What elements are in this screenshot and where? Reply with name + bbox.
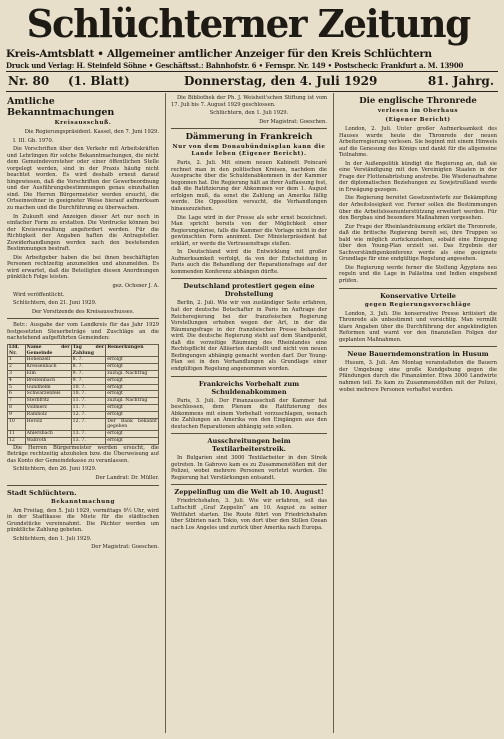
article-body: Paris, 3. Juli. Der Finanzausschuß der Kammer hat beschlossen, dem Plenum die Ratifizierung des Abkommens mit einem Vorbehalt vorzuschlagen, wonach die Zahlungen an Amerika von den Eingängen aus den deutschen Reparationen abhängig sein sollen.	[171, 397, 327, 430]
table-body	[8, 357, 159, 444]
article-heading: Dämmerung in Frankreich	[185, 132, 313, 143]
table-row	[8, 391, 159, 398]
table-cell: erfolgt	[106, 411, 159, 418]
divider	[339, 288, 497, 289]
table-cell: 11. 7.	[71, 398, 106, 405]
notice-dateline: Schlüchtern, den 26. Juni 1929.	[13, 466, 97, 473]
divider	[7, 485, 159, 486]
table-cell: Elm	[25, 371, 71, 378]
table-cell: Hohenzell	[25, 357, 71, 364]
notice-body: In Zukunft sind Anzeigen dieser Art nur noch in einfacher Form zu erstatten. Die Vordrucke können bei der Kreisverwaltung angefordert werden. Für die Richtigkeit der Angaben haften die Antragsteller. Zuwiderhandlungen werden nach den bestehenden Bestimmungen bestraft.	[7, 213, 159, 253]
column-separator	[333, 93, 334, 733]
article-subheading: (Eigener Bericht)	[385, 117, 451, 123]
article-body: Zur Frage der Rheinlandräumung erklärt die Thronrede, daß die britische Regierung bereit sei, ihre Truppen so bald wie möglich zurückzuziehen, sobald eine Einigung über den Young-Plan erzielt sei. Das Ergebnis der Sachverständigenkonferenz werde als eine geeignete Grundlage für eine endgültige Regelung angesehen.	[339, 223, 497, 263]
table-cell: Sterbfritz	[25, 398, 71, 405]
table-cell: zuzügl. Nachtrag	[106, 398, 159, 405]
table-row	[8, 431, 159, 438]
notices-heading: Amtliche Bekanntmachungen	[7, 96, 115, 118]
notice-body: Betr.: Ausgabe der vom Landkreis für das Jahr 1929 festgesetzten Steuerbeträge und Zuschläge an die nachstehend aufgeführten Gemeinden:	[7, 322, 159, 342]
article-heading: Deutschland protestiert gegen eine Drohstellung	[183, 282, 315, 299]
divider	[171, 376, 327, 377]
table-cell: erfolgt	[106, 438, 159, 445]
article-body: London, 2. Juli. Unter großer Aufmerksamkeit des Hauses wurde heute die Thronrede der neuen Arbeiterregierung verlesen. Sie beginnt mit einem Hinweis auf die Genesung des Königs und dankt für die allgemeine Teilnahme.	[339, 126, 497, 159]
table-cell: 10	[8, 418, 26, 431]
table-cell: Wallroth	[25, 438, 71, 445]
column-separator	[165, 93, 166, 733]
sheet-label: (1. Blatt)	[68, 74, 130, 88]
table-row	[8, 418, 159, 431]
table-cell: 5	[8, 384, 26, 391]
notice-body: Die Herren Bürgermeister werden ersucht, die Beträge rechtzeitig abzuholen bzw. die Überweisung auf das Konto der Gemeindekasse zu veranlassen.	[7, 444, 159, 464]
table-cell: Breitenbach	[25, 377, 71, 384]
table-cell: erfolgt	[106, 405, 159, 412]
masthead-subtitle: Kreis-Amtsblatt • Allgemeiner amtlicher Anzeiger für den Kreis Schlüchtern	[6, 48, 432, 60]
article-heading: Frankreichs Vorbehalt zum Schuldenabkommen	[198, 379, 300, 396]
article-body: Berlin, 2. Juli. Wie wir von zuständiger Seite erfahren, hat der deutsche Botschafter in Paris im Auftrage der Reichsregierung bei der französischen Regierung Vorstellungen erhoben wegen der Art, in der die Räumungsfrage in der französischen Presse behandelt wird. Die deutsche Regierung steht auf dem Standpunkt, daß die vorzeitige Räumung des Rheinlandes eine Rechtspflicht der Alliierten darstellt und nicht von neuen Bedingungen abhängig gemacht werden darf. Der Young-Plan sei in den Verhandlungen als Grundlage einer endgültigen Regelung angenommen worden.	[171, 300, 327, 372]
article-subheading: gegen Regierungsvorschläge	[364, 301, 472, 308]
column-foreign-news	[339, 95, 497, 731]
library-notice: Die Bibliothek der Ph. J. Weisheit'schen Stiftung ist vom 17. Juli bis 7. August 1929 geschlossen.	[171, 95, 327, 108]
masthead-title: Schlüchterner Zeitung	[26, 1, 470, 46]
table-cell: Kressenbach	[25, 364, 71, 371]
table-row	[8, 411, 159, 418]
article-body: Paris, 2. Juli. Mit einem neuen Kabinett Poincaré rechnet man in den politischen Kreisen, nachdem die Aussprache über die Schuldenabkommen in der Kammer begonnen hat. Die Regierung hält an ihrer Auffassung fest, daß die Ratifizierung der Abkommen vor dem 1. August erfolgen muß, da sonst die Zahlung an Amerika fällig werde. Die Opposition versucht, die Verhandlungen hinauszuziehen.	[171, 160, 327, 213]
city-notice-authority: Der Magistrat: Goeschen.	[91, 544, 159, 551]
table-cell: erfolgt	[106, 431, 159, 438]
notice-body: Wird veröffentlicht.	[13, 291, 65, 298]
article-heading: Zeppelinflug um die Welt ab 10. August!	[174, 488, 324, 497]
article-body: Husum, 3. Juli. Am Montag veranstalteten die Bauern der Umgebung eine große Kundgebung gegen die Pfändungen durch die Finanzämter. Etwa 3000 Landwirte nahmen teil. Es kam zu Zusammenstößen mit der Polizei, wobei mehrere Personen verhaftet wurden.	[339, 360, 497, 393]
table-cell: 7	[8, 398, 26, 405]
library-notice-date: Schlüchtern, den 1. Juli 1929.	[209, 110, 289, 117]
notice-reference: I. III. Gb. 1970.	[13, 137, 54, 144]
notice-dateline: Schlüchtern, den 21. Juni 1929.	[13, 300, 97, 307]
table-cell: 13. 7.	[71, 438, 106, 445]
city-subheading: Bekanntmachung	[51, 498, 115, 505]
table-row	[8, 377, 159, 384]
table-cell: Vollmerz	[25, 405, 71, 412]
table-row	[8, 371, 159, 378]
table-cell: 3	[8, 371, 26, 378]
table-cell: 8. 7.	[71, 357, 106, 364]
table-row	[8, 364, 159, 371]
table-cell: 9. 7.	[71, 371, 106, 378]
table-cell: 10. 7.	[71, 391, 106, 398]
table-cell: Schwarzenfels	[25, 391, 71, 398]
table-cell: 9	[8, 411, 26, 418]
table-row	[8, 384, 159, 391]
table-cell: zuzügl. Nachtrag	[106, 371, 159, 378]
divider	[171, 433, 327, 434]
table-cell: 4	[8, 377, 26, 384]
issue-date: Donnerstag, den 4. Juli 1929	[184, 74, 378, 88]
column-official-notices	[7, 95, 159, 731]
notice-authority: Der Landrat: Dr. Müller.	[95, 475, 159, 481]
table-header: Bemerkungen	[106, 344, 159, 357]
article-body: In Deutschland wird die Entwicklung mit großer Aufmerksamkeit verfolgt, da von der Entscheidung in Paris auch die Behandlung der Reparationsfrage auf der kommenden Konferenz abhängen dürfte.	[171, 249, 327, 275]
table-cell: 6	[8, 391, 26, 398]
article-body: Die Regierung werde ferner die Stellung Ägyptens neu regeln und die Lage in Palästina und Indien eingehend prüfen.	[339, 264, 497, 285]
table-cell: 12. 7.	[71, 411, 106, 418]
table-row	[8, 398, 159, 405]
notices-subheading: Kreisausschuß.	[54, 120, 112, 126]
table-cell: erfolgt	[106, 391, 159, 398]
issue-number: Nr. 80	[8, 74, 50, 88]
article-subheading: verlesen im Oberhaus	[377, 108, 459, 114]
table-cell: 1	[8, 357, 26, 364]
divider	[171, 484, 327, 485]
volume-year: 81. Jahrg.	[427, 74, 494, 88]
masthead-rule	[6, 71, 498, 72]
masthead-publisher-line: Druck und Verlag: H. Steinfeld Söhne • Geschäftsst.: Bahnhofstr. 6 • Fernspr. Nr. 149 • Postscheck: Frankfurt a. M. 13900	[6, 61, 464, 70]
payment-schedule-table	[7, 344, 159, 445]
table-cell: 11. 7.	[71, 405, 106, 412]
table-cell: 8. 7.	[71, 364, 106, 371]
city-notice-body: Am Freitag, den 5. Juli 1929, vormittags 9½ Uhr, wird in der Stadtkasse die Miete für die städtischen Grundstücke vereinnahmt. Die Pächter werden um pünktliche Zahlung gebeten.	[7, 507, 159, 534]
article-body: Die Lage wird in der Presse als sehr ernst bezeichnet. Man spricht bereits von der Möglichkeit einer Regierungskrise, falls die Kammer die Vorlage nicht in der gewünschten Form annimmt. Der Ministerpräsident hat erklärt, er werde die Vertrauensfrage stellen.	[171, 214, 327, 247]
table-cell: 13. 7.	[71, 431, 106, 438]
article-body: In Bulgarien sind 3000 Textilarbeiter in den Streik getreten. In Gabrovo kam es zu Zusammenstößen mit der Polizei, wobei mehrere Personen verletzt wurden. Die Regierung hat Verstärkungen entsandt.	[171, 455, 327, 481]
table-row	[8, 357, 159, 364]
library-notice-authority: Der Magistrat: Goeschen.	[259, 118, 327, 125]
table-cell: Herolz	[25, 418, 71, 431]
table-cell: 12	[8, 438, 26, 445]
table-cell: 9. 7.	[71, 377, 106, 384]
table-header: Lfd. Nr.	[8, 344, 26, 357]
article-heading: Neue Bauerndemonstration in Husum	[347, 350, 489, 359]
notice-dateline: Die Regierungspräsident. Kassel, den 7. Juni 1929.	[24, 129, 159, 135]
article-body: Die Regierung bereitet Gesetzentwürfe zur Bekämpfung der Arbeitslosigkeit vor. Ferner sollen die Bestimmungen über die Arbeitslosenunterstützung erweitert werden. Für den Bergbau sind besondere Maßnahmen vorgesehen.	[339, 195, 497, 222]
notice-signature: gez. Ochsner J. A.	[112, 283, 159, 290]
article-heading: Ausschreitungen beim Textilarbeiterstreik.	[207, 437, 291, 454]
table-cell: 8	[8, 405, 26, 412]
divider	[7, 318, 159, 319]
table-header: Tag der Zahlung	[72, 344, 105, 356]
table-cell: 11	[8, 431, 26, 438]
table-header: Name der Gemeinde	[26, 344, 70, 356]
table-cell: 10. 7.	[71, 384, 106, 391]
dateline-rule	[6, 91, 498, 92]
notice-body: Die Vorschriften über den Verkehr mit Arbeitskräften und Lehrlingen für solche Bekanntmachungen, die nicht dem Gemeindevorsteher oder einer öffentlichen Stelle vorgelegt werden, sind in der Praxis häufig nicht beachtet worden. Es wird deshalb erneut darauf hingewiesen, daß die Vorschriften der Gewerbeordnung und der Ausführungsbestimmungen genau einzuhalten sind. Die Herren Bürgermeister werden ersucht, die Ortseinwohner in geeigneter Weise hierauf aufmerksam zu machen und die Durchführung zu überwachen.	[7, 146, 159, 212]
column-politics	[171, 95, 327, 731]
article-body: In der Außenpolitik kündigt die Regierung an, daß sie eine Verständigung mit den Vereinigten Staaten in der Frage der Flottenabrüstung anstrebe. Die Wiederaufnahme der diplomatischen Beziehungen zu Sowjetrußland werde in Erwägung gezogen.	[339, 160, 497, 193]
divider	[171, 278, 327, 279]
table-cell: 2	[8, 364, 26, 371]
city-notice-date: Schlüchtern, den 1. Juli 1929.	[13, 535, 92, 542]
divider	[171, 128, 327, 129]
article-body: Friedrichshafen, 3. Juli. Wie wir erfahren, soll das Luftschiff „Graf Zeppelin“ am 10. August zu seiner Weltfahrt starten. Die Route führt von Friedrichshafen über Sibirien nach Tokio, von dort über den Stillen Ozean nach Los Angeles und zurück über Amerika nach Europa.	[171, 498, 327, 531]
table-cell: erfolgt	[106, 364, 159, 371]
table-cell: erfolgt	[106, 384, 159, 391]
table-row	[8, 405, 159, 412]
notice-authority: Der Vorsitzende des Kreisausschusses.	[31, 308, 135, 315]
table-header-row	[8, 344, 159, 357]
table-cell: Gundhelm	[25, 384, 71, 391]
table-cell: 12. 7.	[71, 418, 106, 431]
table-cell: erfolgt	[106, 377, 159, 384]
article-subheading: Nur von dem Donaubündnisplan kann die Lande leben (Eigener Bericht).	[172, 144, 326, 158]
article-heading: Konservative Urteile	[380, 291, 456, 300]
article-body: London, 3. Juli. Die konservative Presse kritisiert die Thronrede als unbestimmt und vorsichtig. Man vermißt klare Angaben über die Durchführung der angekündigten Reformen und warnt vor den finanziellen Folgen der geplanten Maßnahmen.	[339, 310, 497, 343]
dateline	[6, 73, 498, 89]
article-heading: Die englische Thronrede	[359, 96, 477, 106]
table-cell: Ahlersbach	[25, 431, 71, 438]
notice-body: Die Arbeitgeber haben die bei ihnen beschäftigten Personen rechtzeitig anzumelden und abzumelden. Es wird erwartet, daß die Beteiligten diesen Anordnungen pünktlich Folge leisten.	[7, 254, 159, 281]
city-heading: Stadt Schlüchtern.	[7, 488, 77, 497]
table-cell: Der Bank bekannt gegeben	[107, 418, 157, 430]
table-cell: erfolgt	[106, 357, 159, 364]
divider	[339, 346, 497, 347]
table-cell: Ramholz	[25, 411, 71, 418]
table-row	[8, 438, 159, 445]
